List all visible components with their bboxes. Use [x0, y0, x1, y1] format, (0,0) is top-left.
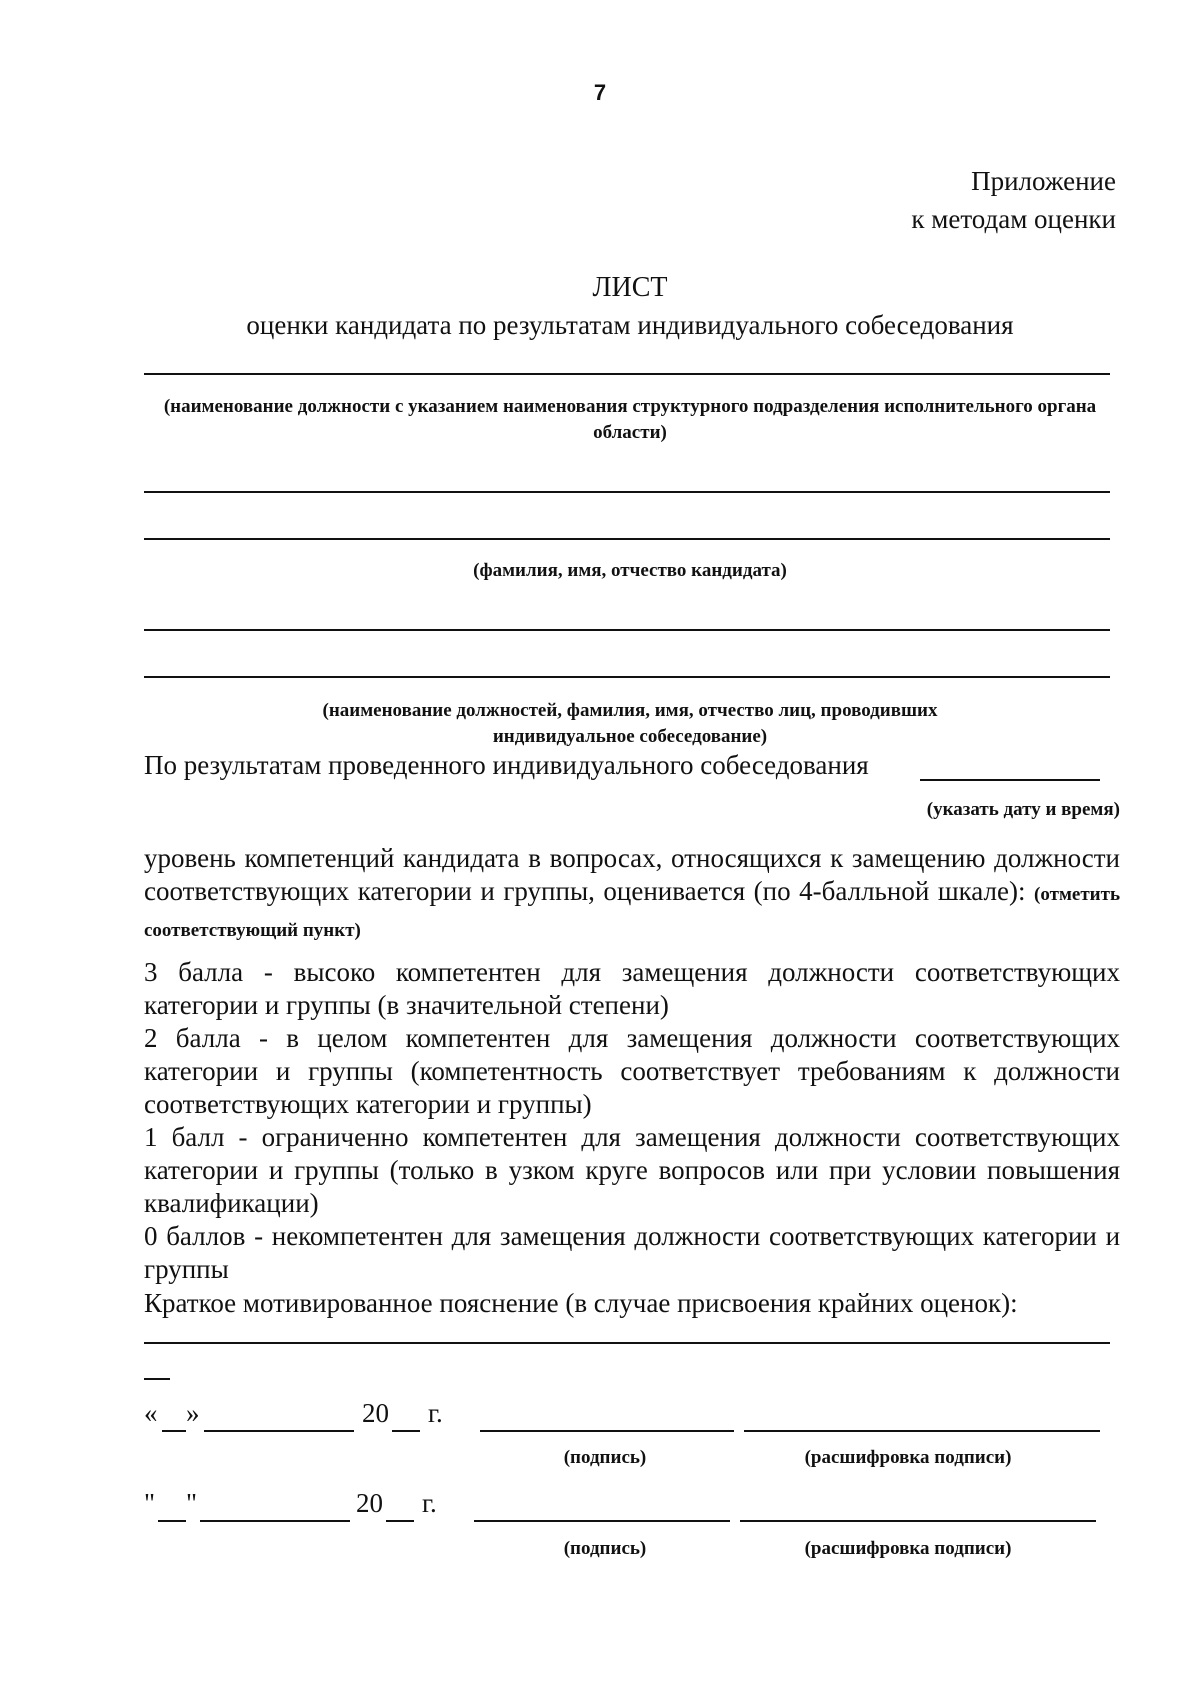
score-label: 3 балла — [144, 957, 244, 987]
date-close-quote: » — [186, 1398, 200, 1428]
interviewers-caption: (наименование должностей, фамилия, имя, отчество лиц, проводивших индивидуальное собеседование) — [322, 700, 938, 747]
year-field-line[interactable] — [392, 1430, 420, 1432]
score-label: 0 баллов — [144, 1221, 246, 1251]
score-item-2[interactable] — [144, 1022, 1120, 1121]
page-number: 7 — [593, 80, 607, 105]
score-item-0[interactable] — [144, 1220, 1120, 1286]
year-prefix: 20 — [362, 1398, 389, 1428]
signature-row-2 — [144, 1488, 1110, 1528]
decoding-field-line[interactable] — [744, 1430, 1100, 1432]
assessment-paragraph — [144, 842, 1120, 947]
day-field-line[interactable] — [158, 1520, 186, 1522]
explanation-field-line[interactable] — [144, 1342, 1110, 1344]
results-intro: По результатам проведенного индивидуального собеседования — [144, 750, 869, 780]
date-time-caption: (указать дату и время) — [926, 799, 1120, 820]
signature-field-line[interactable] — [474, 1520, 730, 1522]
explanation-label: Краткое мотивированное пояснение (в случае присвоения крайних оценок): — [144, 1288, 1018, 1318]
signature-caption-1: (подпись) — [563, 1447, 647, 1468]
candidate-caption: (фамилия, имя, отчество кандидата) — [473, 560, 787, 581]
page-subtitle: оценки кандидата по результатам индивидуального собеседования — [246, 310, 1014, 340]
year-suffix: г. — [422, 1488, 437, 1518]
score-text: - высоко компетентен для замещения должности соответствующих категории и группы (в значительной степени) — [144, 957, 1121, 1020]
signature-row-1 — [144, 1398, 1110, 1438]
date-open-quote: « — [144, 1398, 158, 1428]
decoding-field-line[interactable] — [740, 1520, 1096, 1522]
decoding-caption-1: (расшифровка подписи) — [804, 1447, 1012, 1468]
date-close-quote: " — [186, 1488, 198, 1518]
candidate-field-line-2[interactable] — [144, 538, 1110, 540]
year-suffix: г. — [428, 1398, 443, 1428]
month-field-line[interactable] — [200, 1520, 350, 1522]
assessment-note: (отметить соответствующий пункт) — [144, 884, 1120, 941]
score-label: 1 балл — [144, 1122, 225, 1152]
year-field-line[interactable] — [386, 1520, 414, 1522]
score-item-3[interactable] — [144, 956, 1120, 1022]
appendix-header — [911, 162, 1116, 238]
score-label: 2 балла — [144, 1023, 241, 1053]
appendix-line-1: Приложение — [971, 166, 1116, 196]
date-field-line[interactable] — [920, 779, 1100, 781]
day-field-line[interactable] — [162, 1430, 186, 1432]
date-open-quote: " — [144, 1488, 156, 1518]
decoding-caption-2: (расшифровка подписи) — [804, 1538, 1012, 1559]
candidate-field-line-1[interactable] — [144, 491, 1110, 493]
signature-caption-2: (подпись) — [563, 1538, 647, 1559]
score-list — [144, 956, 1120, 1286]
signature-field-line[interactable] — [480, 1430, 734, 1432]
appendix-line-2: к методам оценки — [911, 204, 1116, 234]
position-field-line[interactable] — [144, 373, 1110, 375]
explanation-field-line-tail[interactable] — [144, 1378, 170, 1380]
page-title: ЛИСТ — [592, 272, 668, 303]
assessment-text: уровень компетенций кандидата в вопросах, относящихся к замещению должности соответствующих категории и группы, оценивается (по 4-балльной шкале): — [144, 843, 1120, 906]
interviewers-field-line-2[interactable] — [144, 676, 1110, 678]
score-text: - ограниченно компетентен для замещения должности соответствующих категории и группы (только в узком круге вопросов или при условии повышения квалификации) — [144, 1122, 1120, 1218]
interviewers-field-line-1[interactable] — [144, 629, 1110, 631]
month-field-line[interactable] — [204, 1430, 354, 1432]
score-item-1[interactable] — [144, 1121, 1120, 1220]
year-prefix: 20 — [356, 1488, 383, 1518]
score-text: - некомпетентен для замещения должности соответствующих категории и группы — [144, 1221, 1121, 1284]
position-caption: (наименование должности с указанием наименования структурного подразделения исполнительного органа области) — [163, 396, 1097, 443]
score-text: - в целом компетентен для замещения должности соответствующих категории и группы (компетентность соответствует требованиям к должности соответствующих категории и группы) — [144, 1023, 1121, 1119]
